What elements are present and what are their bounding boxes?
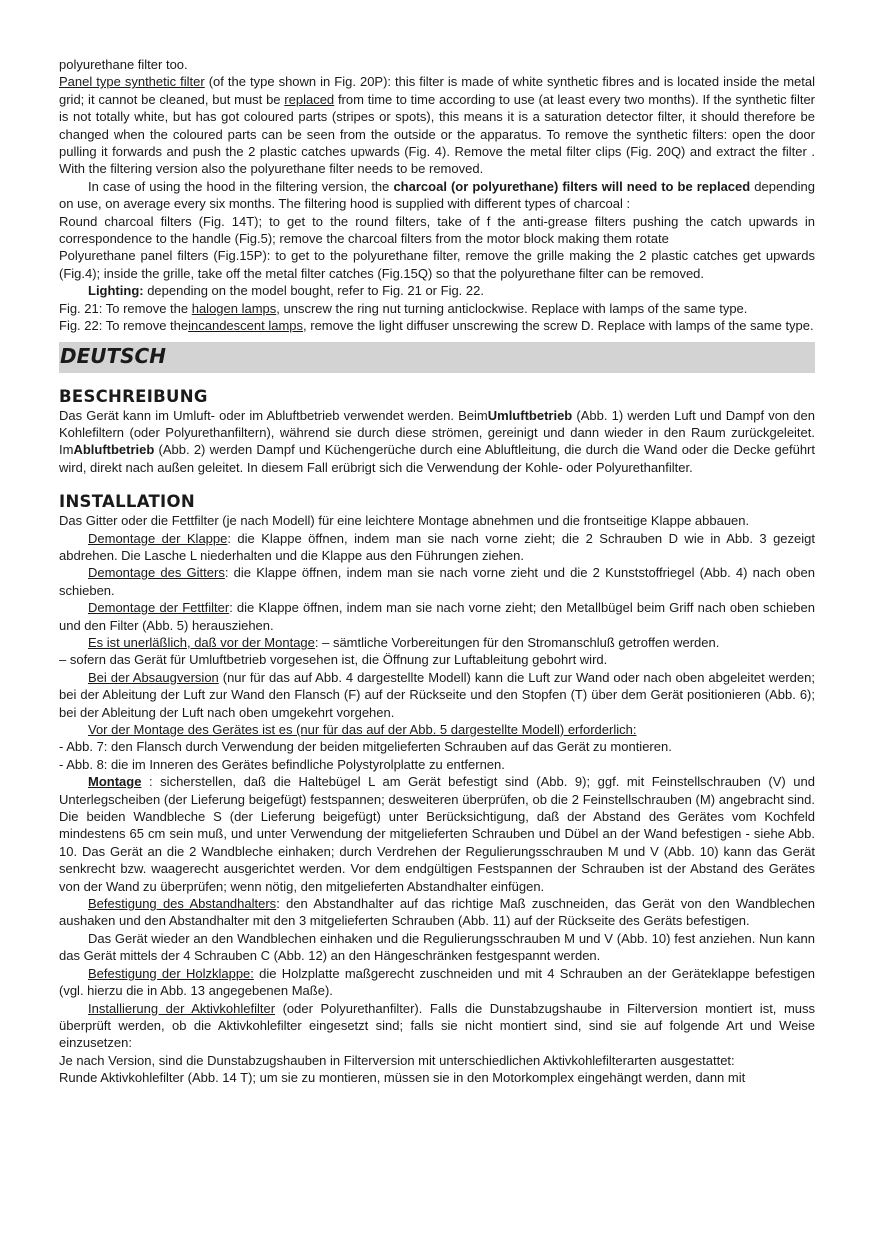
text: (oder Polyurethanfilter). Falls die Dunstabzugshaube in Filterversion montiert ist, muss überprüft werden, ob die Aktivkohlefilter eingesetzt sind; falls sie nicht montiert sind, sind sie auf folgende Art und Weise einzusetzen: xyxy=(59,1000,816,1051)
section-heading-installation: INSTALLATION xyxy=(59,492,195,512)
paragraph xyxy=(59,634,815,651)
underlined-term: Befestigung der Holzklappe: xyxy=(88,965,254,981)
bold-text: Umluftbetrieb xyxy=(487,407,573,423)
bold-text: Abluftbetrieb xyxy=(73,442,155,458)
text: In case of using the hood in the filtering version, the xyxy=(88,178,394,194)
text: , unscrew the ring nut turning anticlockwise. Replace with lamps of the same type. xyxy=(276,300,748,316)
underlined-term: Bei der Absaugversion xyxy=(88,669,219,685)
text: (Abb. 1) werden Luft und Dampf von den Kohlefiltern (oder Polyurethanfiltern), während sie durch diese strömen, gereinigt und dann wieder in den Raum zurückgeleitet. Im xyxy=(59,407,815,458)
underlined-term: Installierung der Aktivkohlefilter xyxy=(88,1000,276,1016)
language-heading: DEUTSCH xyxy=(59,342,815,373)
paragraph xyxy=(59,965,815,1000)
text: Fig. 22: To remove the xyxy=(59,318,189,334)
paragraph xyxy=(59,1000,815,1052)
paragraph-fig21 xyxy=(59,300,815,317)
text: Polyurethane panel filters (Fig.15P): to get to the polyurethane filter, remove the grille making the 2 plastic catches get upwards (Fig.4); inside the grille, take off the metal filter catches (Fig.15Q) so that the polyurethane filter can be removed. xyxy=(59,248,815,281)
underlined-term: replaced xyxy=(284,91,335,107)
paragraph-montage xyxy=(59,773,815,895)
text: Fig. 21: To remove the xyxy=(59,300,192,316)
paragraph xyxy=(59,512,815,529)
paragraph xyxy=(59,56,815,73)
text: - Abb. 7: den Flansch durch Verwendung der beiden mitgelieferten Schrauben auf das Gerät zu montieren. xyxy=(59,739,672,755)
text: polyurethane filter too. xyxy=(59,57,188,72)
text: , remove the light diffuser unscrewing the screw D. Replace with lamps of the same type. xyxy=(303,318,814,334)
paragraph xyxy=(59,651,815,668)
paragraph-beschreibung xyxy=(59,407,815,477)
paragraph xyxy=(59,721,815,738)
text: (of the type shown in Fig. 20P): this filter is made of white synthetic fibres and is located inside the metal grid; it cannot be cleaned, but must be xyxy=(59,74,815,107)
underlined-term: incandescent lamps xyxy=(188,318,304,334)
text: : die Klappe öffnen, indem man sie nach vorne zieht; den Metallbügel beim Griff nach oben schieben und den Filter (Abb. 5) herausziehen. xyxy=(59,600,815,633)
text: : den Abstandhalter auf das richtige Maß zuschneiden, das Gerät von den Wandblechen aushaken und den Abstandhalter mit den 3 mitgelieferten Schrauben (Abb. 11) auf der Rückseite des Geräts befestigen. xyxy=(59,896,815,929)
underlined-term: halogen lamps xyxy=(191,300,277,316)
text: die Holzplatte maßgerecht zuschneiden und mit 4 Schrauben an der Geräteklappe befestigen (vgl. hierzu die in Abb. 13 angegebenen Maße). xyxy=(59,965,815,999)
text: from time to time according to use (at least every two months). If the synthetic filter is not totally white, but has got coloured parts (stripes or spots), this means it is a saturation detector filter, it should therefore be changed when the coloured parts can be seen from the outside or the apparatus. To remove the synthetic filters: open the door pulling it forwards and push the 2 plastic catches upwards (Fig. 4). Remove the metal filter clips (Fig. 20Q) and extract the filter . With the filtering version also the polyurethane filter needs to be removed. xyxy=(59,91,815,177)
underlined-term: Befestigung des Abstandhalters xyxy=(88,896,277,912)
paragraph-panel-filters xyxy=(59,247,815,282)
underlined-term: Vor der Montage des Gerätes ist es (nur für das auf der Abb. 5 dargestellte Modell) erforderlich: xyxy=(88,722,637,737)
paragraph xyxy=(59,1052,815,1069)
text: (Abb. 2) werden Dampf und Küchengerüche durch eine Abluftleitung, die durch die Wand oder die Decke geführt wird, direkt nach außen geleitet. In diesem Fall erübrigt sich die Verwendung der Kohle- oder Polyurethanfilter. xyxy=(59,442,815,475)
text: Das Gitter oder die Fettfilter (je nach Modell) für eine leichtere Montage abnehmen und die frontseitige Klappe abbauen. xyxy=(59,513,750,529)
paragraph-round-filters xyxy=(59,213,815,248)
bold-text: Lighting: xyxy=(88,283,144,299)
list-item xyxy=(59,756,815,773)
paragraph xyxy=(59,1069,815,1086)
underlined-term: Panel type synthetic filter xyxy=(59,74,205,90)
text: Runde Aktivkohlefilter (Abb. 14 T); um sie zu montieren, müssen sie in den Motorkomplex eingehängt werden, dann mit xyxy=(59,1070,746,1086)
text: (nur für das auf Abb. 4 dargestellte Modell) kann die Luft zur Wand oder nach oben abgeleitet werden; bei der Ableitung der Luft zur Wand den Flansch (F) auf der Rückseite und den Stopfen (T) über dem Gerät positionieren (Abb. 6); bei der Ableitung der Luft nach oben umgekehrt vorgehen. xyxy=(59,669,815,720)
paragraph xyxy=(59,930,815,965)
text: : sicherstellen, daß die Haltebügel L am Gerät befestigt sind (Abb. 9); ggf. mit Feinstellschrauben (V) und Unterlegscheiben (der Lieferung beigefügt) festspannen; desweiteren überprüfen, ob die 2 Feinstellschrauben (M) angebracht sind. Die beiden Wandbleche S (der Lieferung beigefügt) unter Berücksichtigung, daß der Abstand des Gerätes vom Kochfeld mindestens 65 cm sein muß, und unter Verwendung der mitgelieferten Schrauben und Dübel an der Wand befestigen - siehe Abb. 10. Das Gerät an die 2 Wandbleche einhaken; durch Verdrehen der Regulierungsschrauben M und V (Abb. 10) kann das Gerät senkrecht bzw. waagerecht ausgerichtet werden. Vor dem endgültigen Festspannen der Schrauben ist der Abstand des Gerätes von der Wand zu überprüfen; wenn nötig, den mitgelieferten Abstandhalter einfügen. xyxy=(59,774,815,894)
underlined-bold-term: Montage xyxy=(88,774,142,790)
text: : – sämtliche Vorbereitungen für den Stromanschluß getroffen werden. xyxy=(314,634,720,650)
underlined-term: Demontage der Fettfilter xyxy=(88,600,230,616)
spacer xyxy=(59,476,815,491)
text: depending on use, on average every six months. The filtering hood is supplied with different types of charcoal : xyxy=(59,178,815,212)
text: Das Gerät wieder an den Wandblechen einhaken und die Regulierungsschrauben M und V (Abb. 10) fest anziehen. Nun kann das Gerät mittels der 4 Schrauben C (Abb. 12) an den Hängeschränken festgespannt werden. xyxy=(59,930,815,964)
paragraph xyxy=(59,895,815,930)
document-page xyxy=(59,56,815,1087)
bold-text: charcoal (or polyurethane) filters will need to be replaced xyxy=(393,178,751,194)
paragraph xyxy=(59,530,815,565)
list-item xyxy=(59,738,815,755)
text: Das Gerät kann im Umluft- oder im Abluftbetrieb verwendet werden. Beim xyxy=(59,407,488,423)
text: : die Klappe öffnen, indem man sie nach vorne zieht und die 2 Kunststoffriegel (Abb. 4) nach oben schieben. xyxy=(59,565,815,598)
underlined-term: Es ist unerläßlich, daß vor der Montage xyxy=(88,634,315,650)
section-heading-beschreibung: BESCHREIBUNG xyxy=(59,386,208,406)
paragraph-fig22 xyxy=(59,317,815,334)
text: : die Klappe öffnen, indem man sie nach vorne zieht; die 2 Schrauben D wie in Abb. 3 gezeigt abdrehen. Die Lasche L niederhalten und die Klappe aus den Führungen ziehen. xyxy=(59,530,815,563)
paragraph-lighting xyxy=(59,282,815,299)
paragraph xyxy=(59,564,815,599)
text: - Abb. 8: die im Inneren des Gerätes befindliche Polystyrolplatte zu entfernen. xyxy=(59,756,505,772)
text: Round charcoal filters (Fig. 14T); to get to the round filters, take of f the anti-grease filters pushing the catch upwards in correspondence to the handle (Fig.5); remove the charcoal filters from the motor block making them rotate xyxy=(59,213,815,247)
text: – sofern das Gerät für Umluftbetrieb vorgesehen ist, die Öffnung zur Luftableitung gebohrt wird. xyxy=(59,652,608,668)
paragraph xyxy=(59,599,815,634)
paragraph xyxy=(59,669,815,721)
underlined-term: Demontage der Klappe xyxy=(88,530,228,546)
paragraph-synthetic-filter xyxy=(59,73,815,177)
underlined-term: Demontage des Gitters xyxy=(88,565,225,581)
paragraph-filtering-version xyxy=(59,178,815,213)
text: depending on the model bought, refer to Fig. 21 or Fig. 22. xyxy=(143,283,484,299)
text: Je nach Version, sind die Dunstabzugshauben in Filterversion mit unterschiedlichen Aktivkohlefilterarten ausgestattet: xyxy=(59,1052,735,1068)
